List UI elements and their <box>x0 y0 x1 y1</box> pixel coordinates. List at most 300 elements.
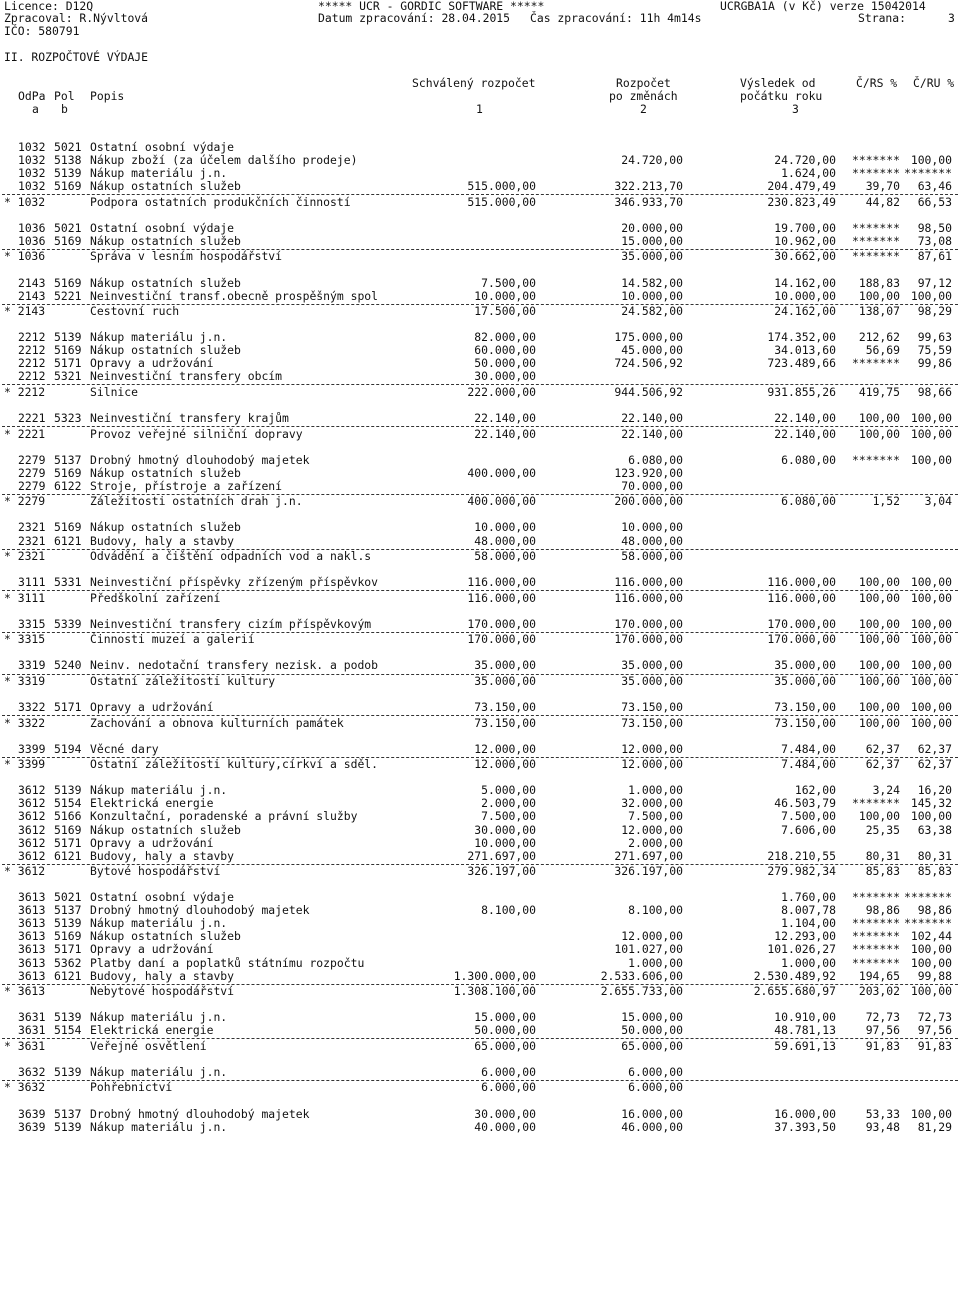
approved-budget-value: 2.000,00 <box>481 796 536 811</box>
subtotal-row <box>0 592 960 605</box>
pol-code: 5169 <box>54 343 82 358</box>
item-row <box>0 743 960 756</box>
odpa-code: 3612 <box>18 809 46 824</box>
budget-after-changes-value: 6.000,00 <box>628 1080 683 1095</box>
result-value: 116.000,00 <box>767 590 836 605</box>
budget-after-changes-value: 2.533.606,00 <box>600 968 683 983</box>
item-description: Opravy a udržování <box>90 700 214 715</box>
result-value: 1.624,00 <box>781 166 836 181</box>
odpa-code: 1032 <box>18 140 46 154</box>
crs-percent: 72,73 <box>865 1010 900 1025</box>
cru-percent: 85,83 <box>917 864 952 879</box>
budget-after-changes-value: 123.920,00 <box>614 465 683 480</box>
odpa-code: 3399 <box>18 741 46 756</box>
approved-budget-value: 15.000,00 <box>474 1010 536 1025</box>
pol-code: 5169 <box>54 929 82 944</box>
item-description: Neinvestiční transf.obecně prospěšným spol <box>90 288 379 303</box>
crs-percent: 100,00 <box>858 700 900 715</box>
pol-code: 5339 <box>54 616 82 631</box>
col-popis: Popis <box>90 89 125 103</box>
odpa-code: 2279 <box>18 452 46 467</box>
item-row <box>0 1108 960 1121</box>
cru-percent: 62,37 <box>917 757 952 772</box>
pol-code: 5321 <box>54 369 82 384</box>
subtotal-description: Správa v lesním hospodářství <box>90 249 283 264</box>
approved-budget-value: 12.000,00 <box>474 757 536 772</box>
approved-budget-value: 58.000,00 <box>474 549 536 563</box>
subtotal-marker: * 3613 <box>4 984 46 999</box>
budget-after-changes-value: 12.000,00 <box>621 929 683 944</box>
item-row <box>0 701 960 714</box>
crs-percent: 44,82 <box>865 194 900 209</box>
subtotal-row <box>0 1081 960 1094</box>
item-description: Nákup materiálu j.n. <box>90 783 228 798</box>
page-label: Strana: <box>858 11 907 25</box>
cru-percent: 98,66 <box>917 384 952 399</box>
budget-after-changes-value: 12.000,00 <box>621 741 683 756</box>
result-value: 16.000,00 <box>774 1106 836 1121</box>
header-line-3 <box>0 25 960 38</box>
subtotal-marker: * 2212 <box>4 384 46 399</box>
item-description: Nákup materiálu j.n. <box>90 1064 228 1079</box>
approved-budget-value: 22.140,00 <box>474 426 536 441</box>
col-pol: Pol <box>54 89 75 103</box>
budget-after-changes-value: 1.000,00 <box>628 783 683 798</box>
subtotal-description: Nebytové hospodářství <box>90 984 235 999</box>
approved-budget-value: 116.000,00 <box>467 590 536 605</box>
budget-after-changes-value: 2.655.733,00 <box>600 984 683 999</box>
item-row <box>0 917 960 930</box>
result-value: 24.720,00 <box>774 153 836 168</box>
item-description: Budovy, haly a stavby <box>90 968 235 983</box>
item-row <box>0 576 960 589</box>
approved-budget-value: 35.000,00 <box>474 658 536 673</box>
item-row <box>0 412 960 425</box>
item-row <box>0 1121 960 1134</box>
cru-percent: 98,29 <box>917 304 952 319</box>
crs-percent: 100,00 <box>858 590 900 605</box>
budget-after-changes-value: 724.506,92 <box>614 356 683 371</box>
crs-percent: 100,00 <box>858 288 900 303</box>
odpa-code: 3111 <box>18 575 46 590</box>
cru-percent: 100,00 <box>910 700 952 715</box>
cru-percent: 97,56 <box>917 1023 952 1038</box>
result-value: 22.140,00 <box>774 411 836 425</box>
result-value: 24.162,00 <box>774 304 836 319</box>
item-description: Nákup ostatních služeb <box>90 343 241 358</box>
pol-code: 5331 <box>54 575 82 590</box>
col-index-b: b <box>61 102 68 116</box>
item-row <box>0 180 960 193</box>
odpa-code: 3613 <box>18 942 46 957</box>
subtotal-description: Záležitosti ostatních drah j.n. <box>90 494 303 509</box>
approved-budget-value: 515.000,00 <box>467 194 536 209</box>
cru-percent: 62,37 <box>917 741 952 756</box>
result-value: 1.760,00 <box>781 890 836 905</box>
item-row <box>0 480 960 493</box>
result-value: 34.013,60 <box>774 343 836 358</box>
budget-after-changes-value: 16.000,00 <box>621 1106 683 1121</box>
cru-percent: 72,73 <box>917 1010 952 1025</box>
result-value: 116.000,00 <box>767 575 836 590</box>
crs-percent: 100,00 <box>858 809 900 824</box>
pol-code: 5137 <box>54 903 82 918</box>
item-row <box>0 521 960 534</box>
cru-percent: 100,00 <box>910 426 952 441</box>
pol-code: 5169 <box>54 822 82 837</box>
odpa-code: 2143 <box>18 288 46 303</box>
budget-after-changes-value: 24.582,00 <box>621 304 683 319</box>
item-description: Nákup ostatních služeb <box>90 929 241 944</box>
column-header-line-3 <box>0 103 960 116</box>
result-value: 12.293,00 <box>774 929 836 944</box>
col-result-from: Výsledek od <box>740 76 816 90</box>
subtotal-row <box>0 428 960 441</box>
crs-percent: ******* <box>851 890 900 905</box>
subtotal-marker: * 2143 <box>4 304 46 319</box>
budget-after-changes-value: 6.080,00 <box>628 452 683 467</box>
odpa-code: 1032 <box>18 166 46 181</box>
pol-code: 5139 <box>54 1010 82 1025</box>
item-row <box>0 141 960 154</box>
page-number: 3 <box>948 11 955 25</box>
budget-after-changes-value: 73.150,00 <box>621 715 683 730</box>
approved-budget-value: 50.000,00 <box>474 356 536 371</box>
odpa-code: 3612 <box>18 796 46 811</box>
pol-code: 6121 <box>54 533 82 548</box>
result-value: 6.080,00 <box>781 494 836 509</box>
item-description: Nákup ostatních služeb <box>90 233 241 248</box>
item-row <box>0 331 960 344</box>
cru-percent: 80,31 <box>917 848 952 863</box>
cru-percent: 99,86 <box>917 356 952 371</box>
approved-budget-value: 326.197,00 <box>467 864 536 879</box>
result-value: 10.910,00 <box>774 1010 836 1025</box>
budget-after-changes-value: 10.000,00 <box>621 288 683 303</box>
item-description: Nákup materiálu j.n. <box>90 1010 228 1025</box>
budget-after-changes-value: 15.000,00 <box>621 1010 683 1025</box>
odpa-code: 1032 <box>18 179 46 194</box>
budget-after-changes-value: 58.000,00 <box>621 549 683 563</box>
pol-code: 5137 <box>54 452 82 467</box>
approved-budget-value: 10.000,00 <box>474 520 536 535</box>
subtotal-description: Bytové hospodářství <box>90 864 221 879</box>
item-description: Nákup zboží (za účelem dalšího prodeje) <box>90 153 358 168</box>
result-value: 170.000,00 <box>767 632 836 647</box>
odpa-code: 3315 <box>18 616 46 631</box>
approved-budget-value: 515.000,00 <box>467 179 536 194</box>
pol-code: 5139 <box>54 166 82 181</box>
subtotal-marker: * 3319 <box>4 674 46 688</box>
cru-percent: 63,38 <box>917 822 952 837</box>
budget-after-changes-value: 22.140,00 <box>621 426 683 441</box>
odpa-code: 3631 <box>18 1023 46 1038</box>
result-value: 7.484,00 <box>781 741 836 756</box>
item-row <box>0 618 960 631</box>
item-row <box>0 810 960 823</box>
pol-code: 5138 <box>54 153 82 168</box>
cru-percent: 75,59 <box>917 343 952 358</box>
crs-percent: 80,31 <box>865 848 900 863</box>
pol-code: 5021 <box>54 140 82 154</box>
budget-after-changes-value: 6.000,00 <box>628 1064 683 1079</box>
subtotal-description: Silnice <box>90 384 139 399</box>
approved-budget-value: 73.150,00 <box>474 700 536 715</box>
budget-after-changes-value: 170.000,00 <box>614 616 683 631</box>
odpa-code: 3613 <box>18 890 46 905</box>
approved-budget-value: 116.000,00 <box>467 575 536 590</box>
item-row <box>0 357 960 370</box>
cru-percent: 100,00 <box>910 715 952 730</box>
cru-percent: ******* <box>903 166 952 181</box>
budget-after-changes-value: 20.000,00 <box>621 220 683 235</box>
item-row <box>0 837 960 850</box>
approved-budget-value: 6.000,00 <box>481 1080 536 1095</box>
item-row <box>0 943 960 956</box>
license-text: Licence: D12Q <box>4 0 94 13</box>
crs-percent: 62,37 <box>865 757 900 772</box>
approved-budget-value: 400.000,00 <box>467 494 536 509</box>
item-row <box>0 467 960 480</box>
subtotal-row <box>0 386 960 399</box>
approved-budget-value: 5.000,00 <box>481 783 536 798</box>
result-value: 14.162,00 <box>774 275 836 290</box>
crs-percent: 100,00 <box>858 426 900 441</box>
result-value: 73.150,00 <box>774 700 836 715</box>
crs-percent: 100,00 <box>858 674 900 688</box>
subtotal-marker: * 3322 <box>4 715 46 730</box>
pol-code: 5169 <box>54 520 82 535</box>
budget-after-changes-value: 12.000,00 <box>621 757 683 772</box>
item-description: Opravy a udržování <box>90 835 214 850</box>
approved-budget-value: 170.000,00 <box>467 616 536 631</box>
result-value: 46.503,79 <box>774 796 836 811</box>
subtotal-marker: * 1036 <box>4 249 46 264</box>
subtotal-marker: * 1032 <box>4 194 46 209</box>
item-description: Věcné dary <box>90 741 159 756</box>
item-description: Nákup materiálu j.n. <box>90 1119 228 1134</box>
pol-code: 5021 <box>54 890 82 905</box>
subtotal-row <box>0 1040 960 1053</box>
crs-percent: 91,83 <box>865 1038 900 1053</box>
budget-after-changes-value: 70.000,00 <box>621 478 683 493</box>
pol-code: 5139 <box>54 330 82 345</box>
pol-code: 5194 <box>54 741 82 756</box>
subtotal-description: Ostatní záležitosti kultury,církví a sděl. <box>90 757 379 772</box>
crs-percent: ******* <box>851 916 900 931</box>
budget-after-changes-value: 116.000,00 <box>614 590 683 605</box>
result-value: 8.007,78 <box>781 903 836 918</box>
item-description: Nákup ostatních služeb <box>90 275 241 290</box>
budget-after-changes-value: 7.500,00 <box>628 809 683 824</box>
budget-after-changes-value: 46.000,00 <box>621 1119 683 1134</box>
item-description: Drobný hmotný dlouhodobý majetek <box>90 1106 310 1121</box>
cru-percent: 98,50 <box>917 220 952 235</box>
pol-code: 5169 <box>54 179 82 194</box>
result-value: 1.000,00 <box>781 955 836 970</box>
item-row <box>0 167 960 180</box>
pol-code: 6121 <box>54 848 82 863</box>
odpa-code: 3613 <box>18 903 46 918</box>
crs-percent: ******* <box>851 955 900 970</box>
subtotal-row <box>0 250 960 263</box>
crs-percent: ******* <box>851 220 900 235</box>
approved-budget-value: 7.500,00 <box>481 809 536 824</box>
budget-after-changes-value: 101.027,00 <box>614 942 683 957</box>
budget-after-changes-value: 175.000,00 <box>614 330 683 345</box>
subtotal-description: Cestovní ruch <box>90 304 180 319</box>
result-value: 1.104,00 <box>781 916 836 931</box>
odpa-code: 3613 <box>18 968 46 983</box>
col-index-2: 2 <box>640 102 647 116</box>
item-description: Budovy, haly a stavby <box>90 533 235 548</box>
crs-percent: 97,56 <box>865 1023 900 1038</box>
cru-percent: 100,00 <box>910 632 952 647</box>
crs-percent: 212,62 <box>858 330 900 345</box>
cru-percent: 102,44 <box>910 929 952 944</box>
subtotal-row <box>0 717 960 730</box>
item-row <box>0 970 960 983</box>
budget-after-changes-value: 170.000,00 <box>614 632 683 647</box>
item-description: Konzultační, poradenské a právní služby <box>90 809 358 824</box>
odpa-code: 2212 <box>18 343 46 358</box>
pol-code: 5169 <box>54 275 82 290</box>
item-row <box>0 850 960 863</box>
result-value: 19.700,00 <box>774 220 836 235</box>
cru-percent: 3,04 <box>924 494 952 509</box>
odpa-code: 3639 <box>18 1119 46 1134</box>
item-row <box>0 659 960 672</box>
approved-budget-value: 30.000,00 <box>474 369 536 384</box>
cru-percent: 100,00 <box>910 590 952 605</box>
cru-percent: ******* <box>903 916 952 931</box>
pol-code: 5221 <box>54 288 82 303</box>
budget-after-changes-value: 35.000,00 <box>621 674 683 688</box>
result-value: 162,00 <box>794 783 836 798</box>
pol-code: 6121 <box>54 968 82 983</box>
subtotal-marker: * 2279 <box>4 494 46 509</box>
budget-after-changes-value: 326.197,00 <box>614 864 683 879</box>
result-value: 931.855,26 <box>767 384 836 399</box>
result-value: 59.691,13 <box>774 1038 836 1053</box>
cru-percent: 100,00 <box>910 411 952 425</box>
item-row <box>0 222 960 235</box>
result-value: 218.210,55 <box>767 848 836 863</box>
subtotal-description: Pohřebnictví <box>90 1080 173 1095</box>
budget-after-changes-value: 65.000,00 <box>621 1038 683 1053</box>
cru-percent: 100,00 <box>910 153 952 168</box>
software-banner: ***** UCR - GORDIC SOFTWARE ***** <box>318 0 545 13</box>
crs-percent: 98,86 <box>865 903 900 918</box>
subtotal-row <box>0 196 960 209</box>
subtotal-marker: * 3315 <box>4 632 46 647</box>
item-row <box>0 290 960 303</box>
crs-percent: 419,75 <box>858 384 900 399</box>
col-odpa: OdPa <box>18 89 46 103</box>
budget-after-changes-value: 200.000,00 <box>614 494 683 509</box>
subtotal-row <box>0 758 960 771</box>
pol-code: 5139 <box>54 1119 82 1134</box>
item-description: Elektrická energie <box>90 796 214 811</box>
odpa-code: 3613 <box>18 916 46 931</box>
pol-code: 5171 <box>54 700 82 715</box>
odpa-code: 2279 <box>18 465 46 480</box>
odpa-code: 3639 <box>18 1106 46 1121</box>
item-row <box>0 1066 960 1079</box>
item-row <box>0 535 960 548</box>
result-value: 723.489,66 <box>767 356 836 371</box>
odpa-code: 1036 <box>18 233 46 248</box>
odpa-code: 3613 <box>18 955 46 970</box>
item-row <box>0 277 960 290</box>
result-value: 174.352,00 <box>767 330 836 345</box>
cru-percent: 73,08 <box>917 233 952 248</box>
item-description: Opravy a udržování <box>90 942 214 957</box>
item-description: Nákup materiálu j.n. <box>90 330 228 345</box>
subtotal-description: Podpora ostatních produkčních činností <box>90 194 351 209</box>
cru-percent: 100,00 <box>910 1106 952 1121</box>
subtotal-description: Zachování a obnova kulturních památek <box>90 715 344 730</box>
budget-after-changes-value: 50.000,00 <box>621 1023 683 1038</box>
crs-percent: 100,00 <box>858 616 900 631</box>
approved-budget-value: 10.000,00 <box>474 835 536 850</box>
odpa-code: 3631 <box>18 1010 46 1025</box>
cru-percent: ******* <box>903 890 952 905</box>
cru-percent: 66,53 <box>917 194 952 209</box>
subtotal-row <box>0 550 960 563</box>
approved-budget-value: 12.000,00 <box>474 741 536 756</box>
budget-after-changes-value: 1.000,00 <box>628 955 683 970</box>
col-cru: Č/RU % <box>913 76 955 90</box>
pol-code: 5139 <box>54 916 82 931</box>
col-crs: Č/RS % <box>856 76 898 90</box>
crs-percent: 100,00 <box>858 411 900 425</box>
result-value: 10.000,00 <box>774 288 836 303</box>
crs-percent: 85,83 <box>865 864 900 879</box>
odpa-code: 3612 <box>18 835 46 850</box>
approved-budget-value: 7.500,00 <box>481 275 536 290</box>
item-row <box>0 824 960 837</box>
pol-code: 5169 <box>54 233 82 248</box>
approved-budget-value: 65.000,00 <box>474 1038 536 1053</box>
crs-percent: 138,07 <box>858 304 900 319</box>
odpa-code: 2321 <box>18 520 46 535</box>
budget-after-changes-value: 944.506,92 <box>614 384 683 399</box>
budget-after-changes-value: 2.000,00 <box>628 835 683 850</box>
cru-percent: 99,88 <box>917 968 952 983</box>
pol-code: 5139 <box>54 783 82 798</box>
subtotal-description: Odvádění a čištění odpadních vod a nakl.s <box>90 549 372 563</box>
odpa-code: 1036 <box>18 220 46 235</box>
subtotal-row <box>0 495 960 508</box>
subtotal-marker: * 3631 <box>4 1038 46 1053</box>
budget-after-changes-value: 45.000,00 <box>621 343 683 358</box>
cru-percent: 16,20 <box>917 783 952 798</box>
odpa-code: 2279 <box>18 478 46 493</box>
item-description: Ostatní osobní výdaje <box>90 140 235 154</box>
pol-code: 5171 <box>54 942 82 957</box>
budget-after-changes-value: 14.582,00 <box>621 275 683 290</box>
result-value: 22.140,00 <box>774 426 836 441</box>
subtotal-marker: * 3399 <box>4 757 46 772</box>
budget-after-changes-value: 32.000,00 <box>621 796 683 811</box>
approved-budget-value: 40.000,00 <box>474 1119 536 1134</box>
crs-percent: 100,00 <box>858 715 900 730</box>
budget-after-changes-value: 8.100,00 <box>628 903 683 918</box>
cru-percent: 100,00 <box>910 809 952 824</box>
cru-percent: 100,00 <box>910 942 952 957</box>
approved-budget-value: 400.000,00 <box>467 465 536 480</box>
